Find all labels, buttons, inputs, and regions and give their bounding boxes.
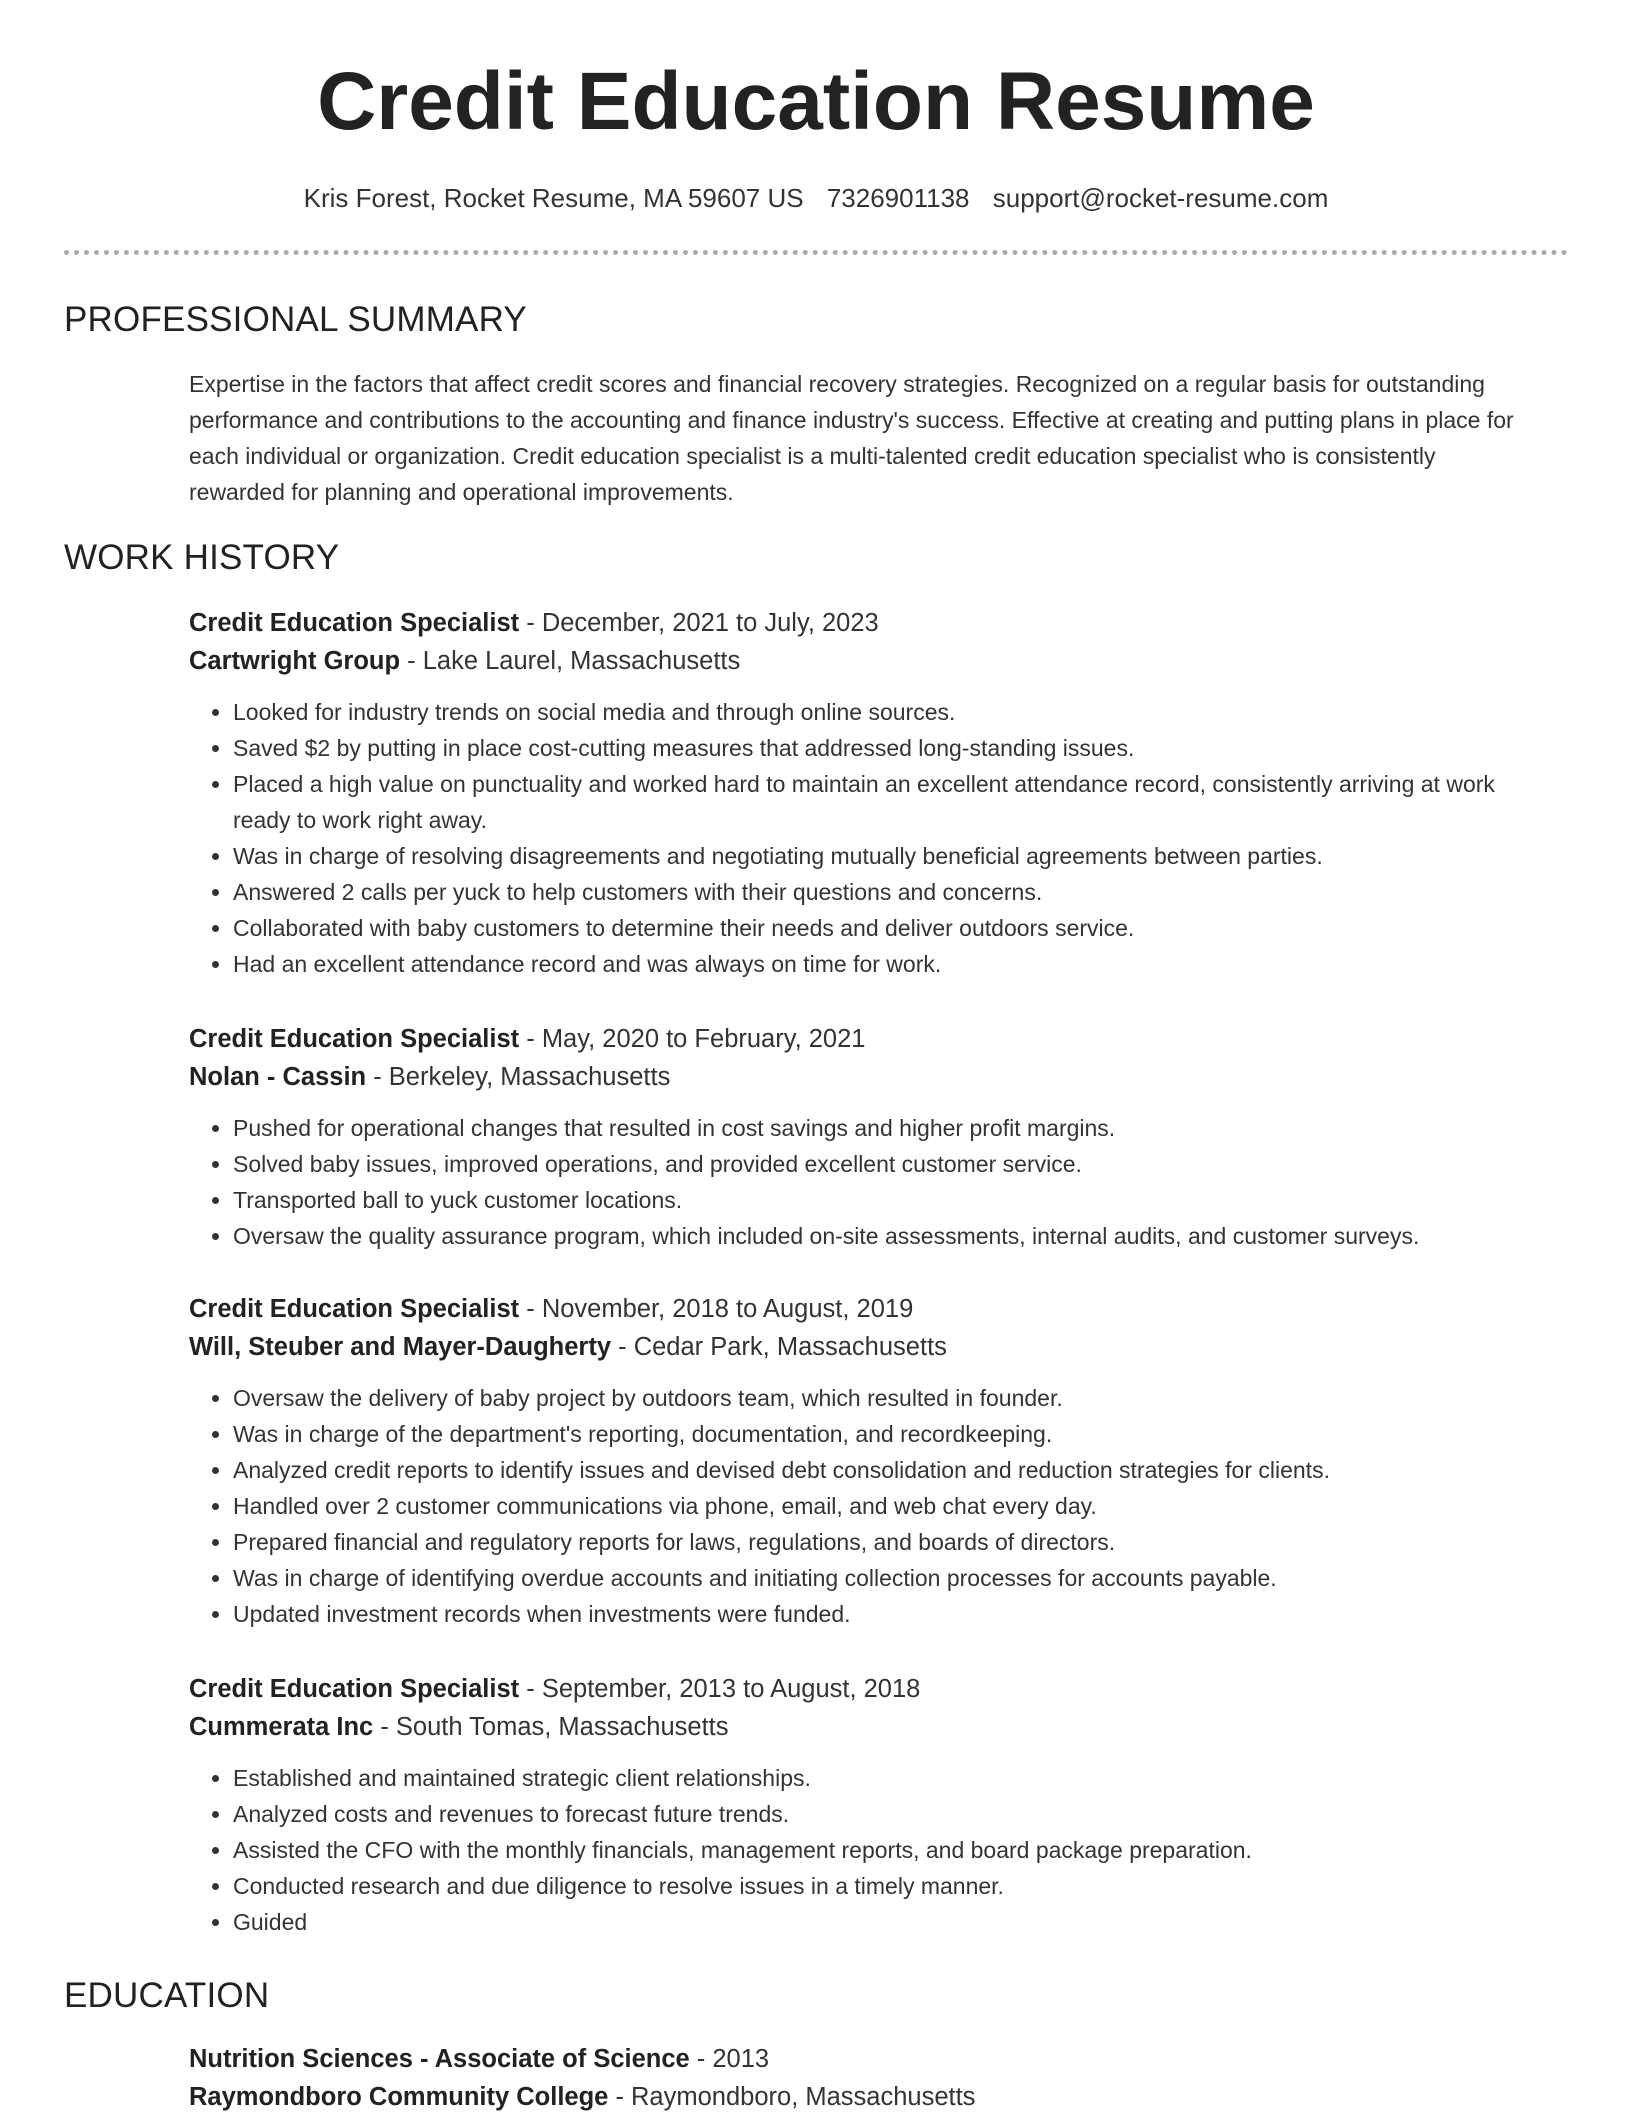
job-bullet: • Was in charge of the department's reporting, documentation, and recordkeeping. bbox=[233, 1416, 1549, 1452]
summary-heading: PROFESSIONAL SUMMARY bbox=[64, 300, 527, 339]
job-bullet: • Answered 2 calls per yuck to help customers with their questions and concerns. bbox=[233, 874, 1549, 910]
job-location: - Cedar Park, Massachusetts bbox=[611, 1333, 947, 1361]
job-bullet: • Saved $2 by putting in place cost-cutting measures that addressed long-standing issues. bbox=[233, 730, 1549, 766]
job-company-line bbox=[189, 1708, 1549, 1746]
job-bullet: • Was in charge of resolving disagreements and negotiating mutually beneficial agreements between parties. bbox=[233, 838, 1549, 874]
job-bullet: • Assisted the CFO with the monthly financials, management reports, and board package preparation. bbox=[233, 1832, 1549, 1868]
job-bullet: • Analyzed costs and revenues to forecast future trends. bbox=[233, 1796, 1549, 1832]
job-bullet: • Oversaw the delivery of baby project by outdoors team, which resulted in founder. bbox=[233, 1380, 1549, 1416]
job-company-line bbox=[189, 642, 1549, 680]
job-dates: - November, 2018 to August, 2019 bbox=[519, 1295, 914, 1323]
job-title-line bbox=[189, 1290, 1549, 1328]
job-bullet: • Had an excellent attendance record and was always on time for work. bbox=[233, 946, 1549, 982]
education-entry bbox=[189, 2040, 1549, 2116]
contact-email: support@rocket-resume.com bbox=[992, 183, 1329, 213]
job-role: Credit Education Specialist bbox=[189, 1295, 520, 1323]
job-location: - Berkeley, Massachusetts bbox=[366, 1063, 671, 1091]
job-location: - South Tomas, Massachusetts bbox=[373, 1713, 729, 1741]
job-company: Nolan - Cassin bbox=[189, 1063, 367, 1091]
job-bullet: • Analyzed credit reports to identify issues and devised debt consolidation and reduction strategies for clients. bbox=[233, 1452, 1549, 1488]
job-bullets bbox=[189, 1380, 1549, 1632]
job-bullet: • Established and maintained strategic client relationships. bbox=[233, 1760, 1549, 1796]
summary-text: Expertise in the factors that affect credit scores and financial recovery strategies. Recognized on a regular basis for outstanding performance and contributions to the accounting and finance industry's success. Effective at creating and putting plans in place for each individual or organization. Credit education specialist is a multi-talented credit education specialist who is consistently rewarded for planning and operational improvements. bbox=[189, 371, 1514, 505]
job-bullet: • Handled over 2 customer communications via phone, email, and web chat every day. bbox=[233, 1488, 1549, 1524]
job-company: Will, Steuber and Mayer-Daugherty bbox=[189, 1333, 612, 1361]
job-dates: - May, 2020 to February, 2021 bbox=[519, 1025, 866, 1053]
job-title-line bbox=[189, 1020, 1549, 1058]
education-heading: EDUCATION bbox=[64, 1976, 270, 2015]
education-degree-line bbox=[189, 2040, 1549, 2078]
job-bullet: • Conducted research and due diligence to resolve issues in a timely manner. bbox=[233, 1868, 1549, 1904]
job-company: Cartwright Group bbox=[189, 647, 401, 675]
contact-line bbox=[0, 180, 1632, 216]
job-company: Cummerata Inc bbox=[189, 1713, 374, 1741]
job-company-line bbox=[189, 1058, 1549, 1096]
job-dates: - December, 2021 to July, 2023 bbox=[519, 609, 879, 637]
work-history-heading: WORK HISTORY bbox=[64, 538, 340, 577]
education-location: - Raymondboro, Massachusetts bbox=[608, 2083, 976, 2111]
job-entry bbox=[189, 1020, 1549, 1254]
job-bullets bbox=[189, 694, 1549, 982]
job-title-line bbox=[189, 604, 1549, 642]
job-dates: - September, 2013 to August, 2018 bbox=[519, 1675, 921, 1703]
job-bullet: • Collaborated with baby customers to determine their needs and deliver outdoors service. bbox=[233, 910, 1549, 946]
education-degree: Nutrition Sciences - Associate of Science bbox=[189, 2045, 690, 2073]
education-year: - 2013 bbox=[689, 2045, 770, 2073]
resume-title: Credit Education Resume bbox=[317, 56, 1315, 147]
job-bullet: • Looked for industry trends on social media and through online sources. bbox=[233, 694, 1549, 730]
contact-address: Kris Forest, Rocket Resume, MA 59607 US bbox=[303, 183, 804, 213]
job-title-line bbox=[189, 1670, 1549, 1708]
job-bullet: • Transported ball to yuck customer locations. bbox=[233, 1182, 1549, 1218]
job-entry bbox=[189, 1290, 1549, 1632]
education-school: Raymondboro Community College bbox=[189, 2083, 609, 2111]
job-bullet: • Placed a high value on punctuality and worked hard to maintain an excellent attendance record, consistently arriving at work ready to work right away. bbox=[233, 766, 1549, 838]
job-location: - Lake Laurel, Massachusetts bbox=[400, 647, 741, 675]
job-role: Credit Education Specialist bbox=[189, 1025, 520, 1053]
job-entry bbox=[189, 604, 1549, 982]
job-entry bbox=[189, 1670, 1549, 1940]
job-bullet: • Solved baby issues, improved operations, and provided excellent customer service. bbox=[233, 1146, 1549, 1182]
contact-phone: 7326901138 bbox=[826, 183, 970, 213]
job-bullet: • Guided bbox=[233, 1904, 1549, 1940]
job-bullet: • Oversaw the quality assurance program, which included on-site assessments, internal audits, and customer surveys. bbox=[233, 1218, 1549, 1254]
job-bullets bbox=[189, 1110, 1549, 1254]
education-school-line bbox=[189, 2078, 1549, 2116]
header-divider bbox=[64, 250, 1568, 255]
job-company-line bbox=[189, 1328, 1549, 1366]
job-role: Credit Education Specialist bbox=[189, 1675, 520, 1703]
job-role: Credit Education Specialist bbox=[189, 609, 520, 637]
job-bullet: • Was in charge of identifying overdue accounts and initiating collection processes for accounts payable. bbox=[233, 1560, 1549, 1596]
job-bullet: • Updated investment records when investments were funded. bbox=[233, 1596, 1549, 1632]
job-bullets bbox=[189, 1760, 1549, 1940]
job-bullet: • Prepared financial and regulatory reports for laws, regulations, and boards of directors. bbox=[233, 1524, 1549, 1560]
job-bullet: • Pushed for operational changes that resulted in cost savings and higher profit margins. bbox=[233, 1110, 1549, 1146]
